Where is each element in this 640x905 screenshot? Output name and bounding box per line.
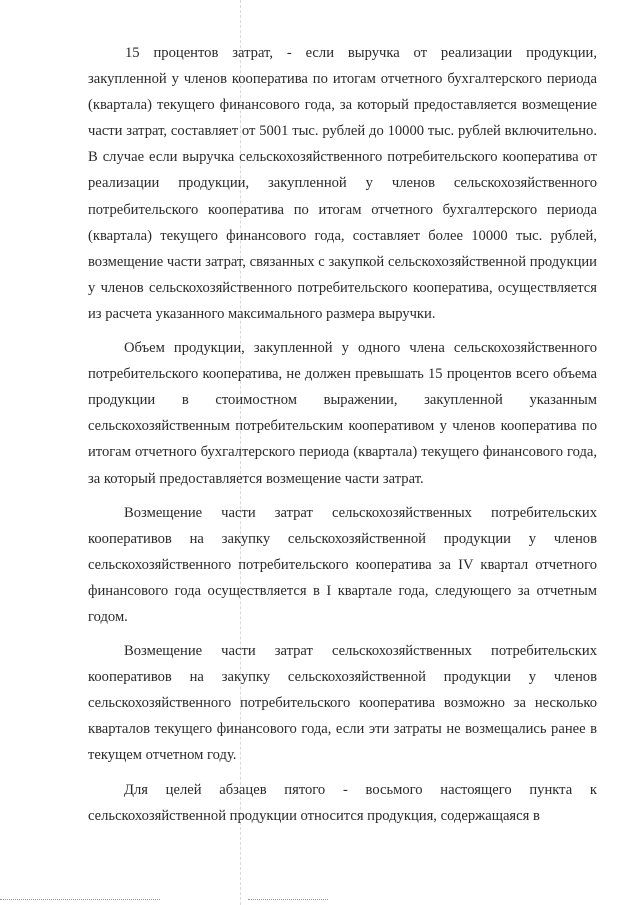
- paragraph-fourth-quarter: Возмещение части затрат сельскохозяйственных потребительских кооперативов на закупку сельскохозяйственной продукции у членов сельскохозяйственного потребительского кооператива за IV квартал отчетного финансового года осуществляется в I квартале года, следующего за отчетным годом.: [88, 504, 597, 625]
- document-body: [88, 40, 597, 837]
- paragraph-expense-share: 15 процентов затрат, - если выручка от реализации продукции, закупленной у членов кооператива по итогам отчетного бухгалтерского периода (квартала) текущего финансового года, за который предоставляется возмещение части затрат, составляет от 5001 тыс. рублей до 10000 тыс. рублей включительно. В случае если выручка сельскохозяйственного потребительского кооператива от реализации продукции, закупленной у членов сельскохозяйственного потребительского кооператива по итогам отчетного бухгалтерского периода (квартала) текущего финансового года, составляет более 10000 тыс. рублей, возмещение части затрат, связанных с закупкой сельскохозяйственной продукции у членов сельскохозяйственного потребительского кооператива, осуществляется из расчета указанного максимального размера выручки.: [88, 45, 597, 322]
- page-bottom-edge-right: [248, 899, 328, 900]
- paragraph-product-definition: Для целей абзацев пятого - восьмого настоящего пункта к сельскохозяйственной продукции относится продукция, содержащаяся в: [88, 781, 597, 824]
- paragraph-volume-limit: Объем продукции, закупленной у одного члена сельскохозяйственного потребительского кооператива, не должен превышать 15 процентов всего объема продукции в стоимостном выражении, закупленной указанным сельскохозяйственным потребительским кооперативом у членов кооператива по итогам отчетного бухгалтерского периода (квартала) текущего финансового года, за который предоставляется возмещение части затрат.: [88, 340, 597, 487]
- page-bottom-edge-left: [0, 899, 160, 900]
- paragraph-several-quarters: Возмещение части затрат сельскохозяйственных потребительских кооперативов на закупку сельскохозяйственной продукции у членов сельскохозяйственного потребительского кооператива возможно за несколько кварталов текущего финансового года, если эти затраты не возмещались ранее в текущем отчетном году.: [88, 643, 597, 764]
